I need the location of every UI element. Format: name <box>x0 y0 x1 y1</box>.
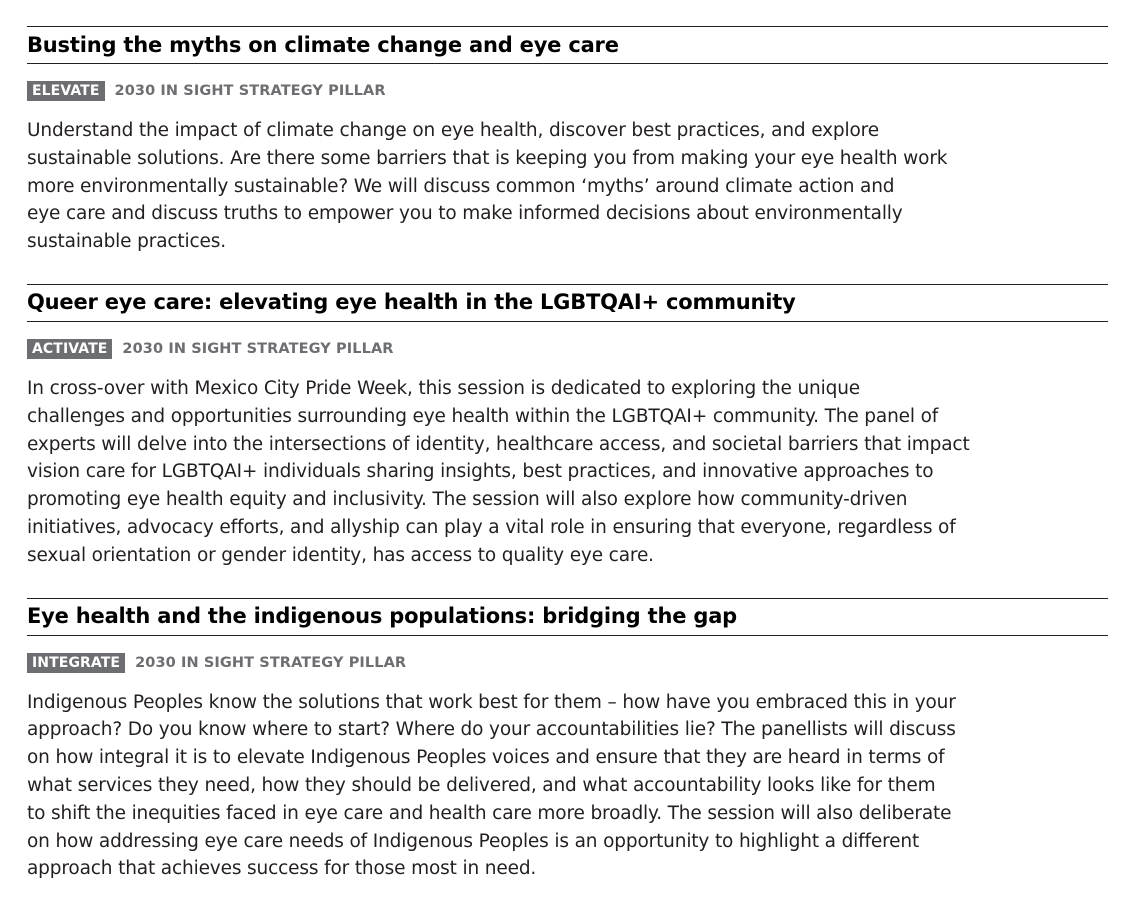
pillar-label: 2030 IN SIGHT STRATEGY PILLAR <box>135 654 407 671</box>
session-title: Eye health and the indigenous populations: bridging the gap <box>27 604 738 629</box>
session-description: In cross-over with Mexico City Pride Week, this session is dedicated to exploring the unique challenges and opportunities surrounding eye health within the LGBTQAI+ community. The panel of experts will delve into the intersections of identity, healthcare access, and societal barriers that impact vision care for LGBTQAI+ individuals sharing insights, best practices, and innovative approaches to promoting eye health equity and inclusivity. The session will also explore how community-driven initiatives, advocacy efforts, and allyship can play a vital role in ensuring that everyone, regardless of sexual orientation or gender identity, has access to quality eye care. <box>27 377 970 566</box>
session-indigenous-populations <box>27 598 1108 884</box>
pillar-row <box>27 81 1108 101</box>
pillar-tag: ACTIVATE <box>27 339 112 359</box>
session-list <box>27 26 1108 883</box>
pillar-label: 2030 IN SIGHT STRATEGY PILLAR <box>122 340 394 357</box>
session-description: Understand the impact of climate change on eye health, discover best practices, and explore sustainable solutions. Are there some barriers that is keeping you from making your eye health work more environmentally sustainable? We will discuss common ‘myths’ around climate action and eye care and discuss truths to empower you to make informed decisions about environmentally sustainable practices. <box>27 120 948 253</box>
pillar-tag: INTEGRATE <box>27 653 125 673</box>
session-title-bar <box>27 598 1108 636</box>
session-title: Busting the myths on climate change and eye care <box>27 32 619 57</box>
pillar-row <box>27 339 1108 359</box>
session-climate-change <box>27 26 1108 256</box>
pillar-row <box>27 653 1108 673</box>
pillar-tag: ELEVATE <box>27 81 105 101</box>
session-title: Queer eye care: elevating eye health in the LGBTQAI+ community <box>27 290 796 315</box>
session-title-bar <box>27 284 1108 322</box>
session-queer-eye-care <box>27 284 1108 570</box>
session-description: Indigenous Peoples know the solutions that work best for them – how have you embraced this in your approach? Do you know where to start? Where do your accountabilities lie? The panellists will discuss on how integral it is to elevate Indigenous Peoples voices and ensure that they are heard in terms of what services they need, how they should be delivered, and what accountability looks like for them to shift the inequities faced in eye care and health care more broadly. The session will also deliberate on how addressing eye care needs of Indigenous Peoples is an opportunity to highlight a different approach that achieves success for those most in need. <box>27 691 956 880</box>
pillar-label: 2030 IN SIGHT STRATEGY PILLAR <box>114 83 386 99</box>
session-title-bar <box>27 26 1108 64</box>
